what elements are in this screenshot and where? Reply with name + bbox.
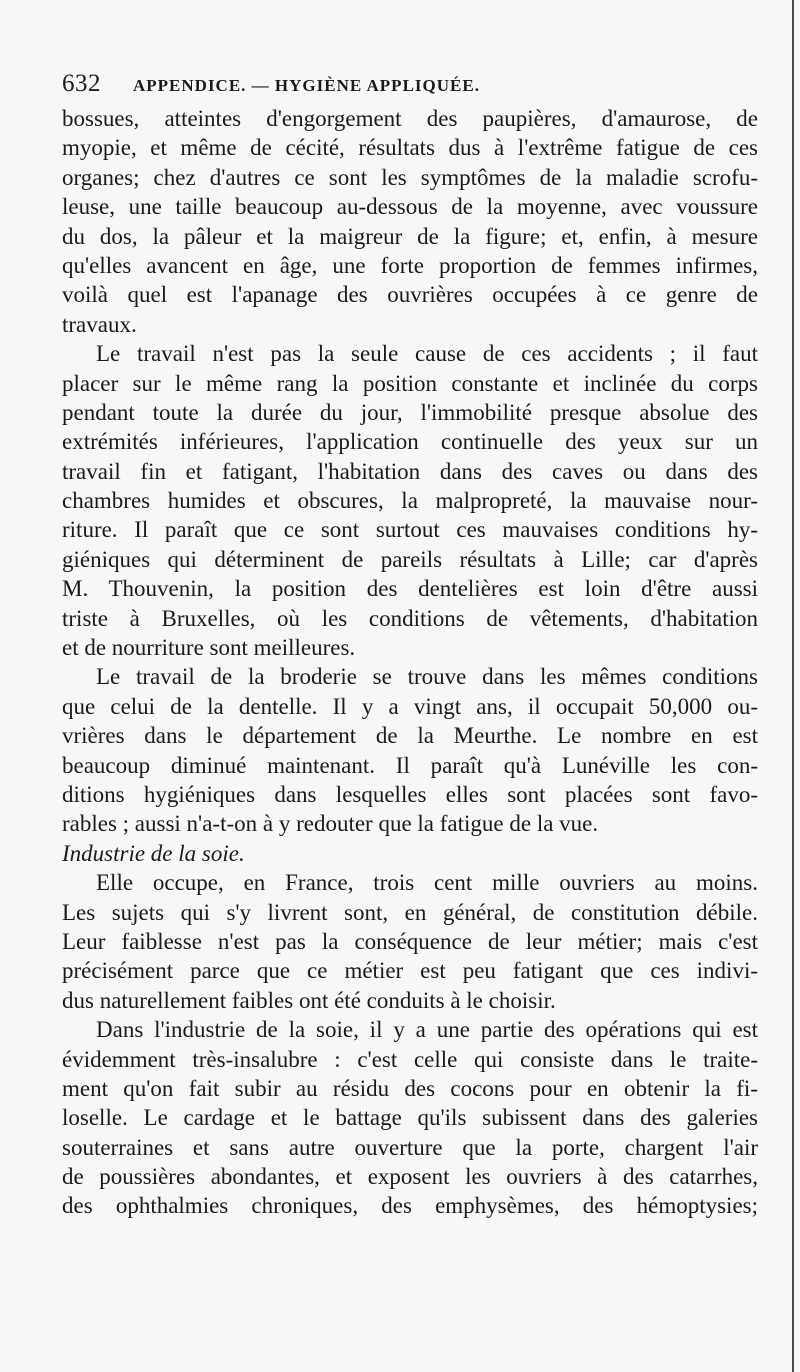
text-line: souterraines et sans autre ouverture que la porte, chargent l'air bbox=[62, 1134, 758, 1160]
page-edge-line bbox=[792, 0, 794, 1372]
paragraph-last-line: et de nourriture sont meilleures. bbox=[62, 635, 356, 661]
paragraph-first-line: Le travail n'est pas la seule cause de ces accidents ; il faut bbox=[96, 341, 758, 367]
text-line: précisément parce que ce métier est peu fatigant que ces indivi- bbox=[62, 958, 758, 984]
text-line: vrières dans le département de la Meurthe. Le nombre en est bbox=[62, 723, 758, 749]
paragraph-last-line: travaux. bbox=[62, 311, 137, 337]
section-heading: Industrie de la soie. bbox=[62, 840, 245, 866]
text-line: myopie, et même de cécité, résultats dus à l'extrême fatigue de ces bbox=[62, 135, 758, 161]
text-line: M. Thouvenin, la position des dentelières est loin d'être aussi bbox=[62, 576, 758, 602]
text-line: triste à Bruxelles, où les conditions de vêtements, d'habitation bbox=[62, 605, 758, 631]
page-header bbox=[62, 70, 762, 100]
text-line: beaucoup diminué maintenant. Il paraît qu'à Lunéville les con- bbox=[62, 752, 758, 778]
text-line: qu'elles avancent en âge, une forte proportion de femmes infirmes, bbox=[62, 252, 758, 278]
text-line: pendant toute la durée du jour, l'immobilité presque absolue des bbox=[62, 399, 758, 425]
text-line: placer sur le même rang la position constante et inclinée du corps bbox=[62, 370, 758, 396]
text-line: évidemment très-insalubre : c'est celle qui consiste dans le traite- bbox=[62, 1046, 758, 1072]
text-line: giéniques qui déterminent de pareils résultats à Lille; car d'après bbox=[62, 546, 758, 572]
page-body-text bbox=[62, 104, 758, 1354]
paragraph-first-line: Elle occupe, en France, trois cent mille ouvriers au moins. bbox=[96, 870, 758, 896]
text-line: ment qu'on fait subir au résidu des cocons pour en obtenir la fi- bbox=[62, 1075, 758, 1101]
text-line: du dos, la pâleur et la maigreur de la figure; et, enfin, à mesure bbox=[62, 223, 758, 249]
text-line: voilà quel est l'apanage des ouvrières occupées à ce genre de bbox=[62, 282, 758, 308]
text-line: bossues, atteintes d'engorgement des paupières, d'amaurose, de bbox=[62, 106, 758, 131]
paragraph-first-line: Le travail de la broderie se trouve dans les mêmes conditions bbox=[96, 664, 758, 690]
running-head: APPENDICE. — HYGIÈNE APPLIQUÉE. bbox=[133, 76, 480, 95]
page-number: 632 bbox=[62, 70, 101, 97]
text-line: riture. Il paraît que ce sont surtout ces mauvaises conditions hy- bbox=[62, 517, 758, 543]
paragraph-first-line: Dans l'industrie de la soie, il y a une partie des opérations qui est bbox=[96, 1017, 758, 1043]
text-line: Leur faiblesse n'est pas la conséquence de leur métier; mais c'est bbox=[62, 928, 758, 954]
text-line: leuse, une taille beaucoup au-dessous de la moyenne, avec voussure bbox=[62, 194, 758, 220]
text-line: extrémités inférieures, l'application continuelle des yeux sur un bbox=[62, 429, 758, 455]
text-line: ditions hygiéniques dans lesquelles elles sont placées sont favo- bbox=[62, 781, 758, 807]
text-line: travail fin et fatigant, l'habitation dans des caves ou dans des bbox=[62, 458, 758, 484]
text-line: chambres humides et obscures, la malpropreté, la mauvaise nour- bbox=[62, 488, 758, 514]
text-line: organes; chez d'autres ce sont les symptômes de la maladie scrofu- bbox=[62, 164, 758, 190]
text-line: de poussières abondantes, et exposent les ouvriers à des catarrhes, bbox=[62, 1164, 758, 1190]
text-line: des ophthalmies chroniques, des emphysèmes, des hémoptysies; bbox=[62, 1193, 758, 1219]
text-line: loselle. Le cardage et le battage qu'ils subissent dans des galeries bbox=[62, 1105, 758, 1131]
paragraph-last-line: rables ; aussi n'a-t-on à y redouter que la fatigue de la vue. bbox=[62, 811, 599, 837]
text-line: Les sujets qui s'y livrent sont, en général, de constitution débile. bbox=[62, 899, 758, 925]
text-line: que celui de la dentelle. Il y a vingt ans, il occupait 50,000 ou- bbox=[62, 693, 758, 719]
paragraph-last-line: dus naturellement faibles ont été conduits à le choisir. bbox=[62, 987, 556, 1013]
